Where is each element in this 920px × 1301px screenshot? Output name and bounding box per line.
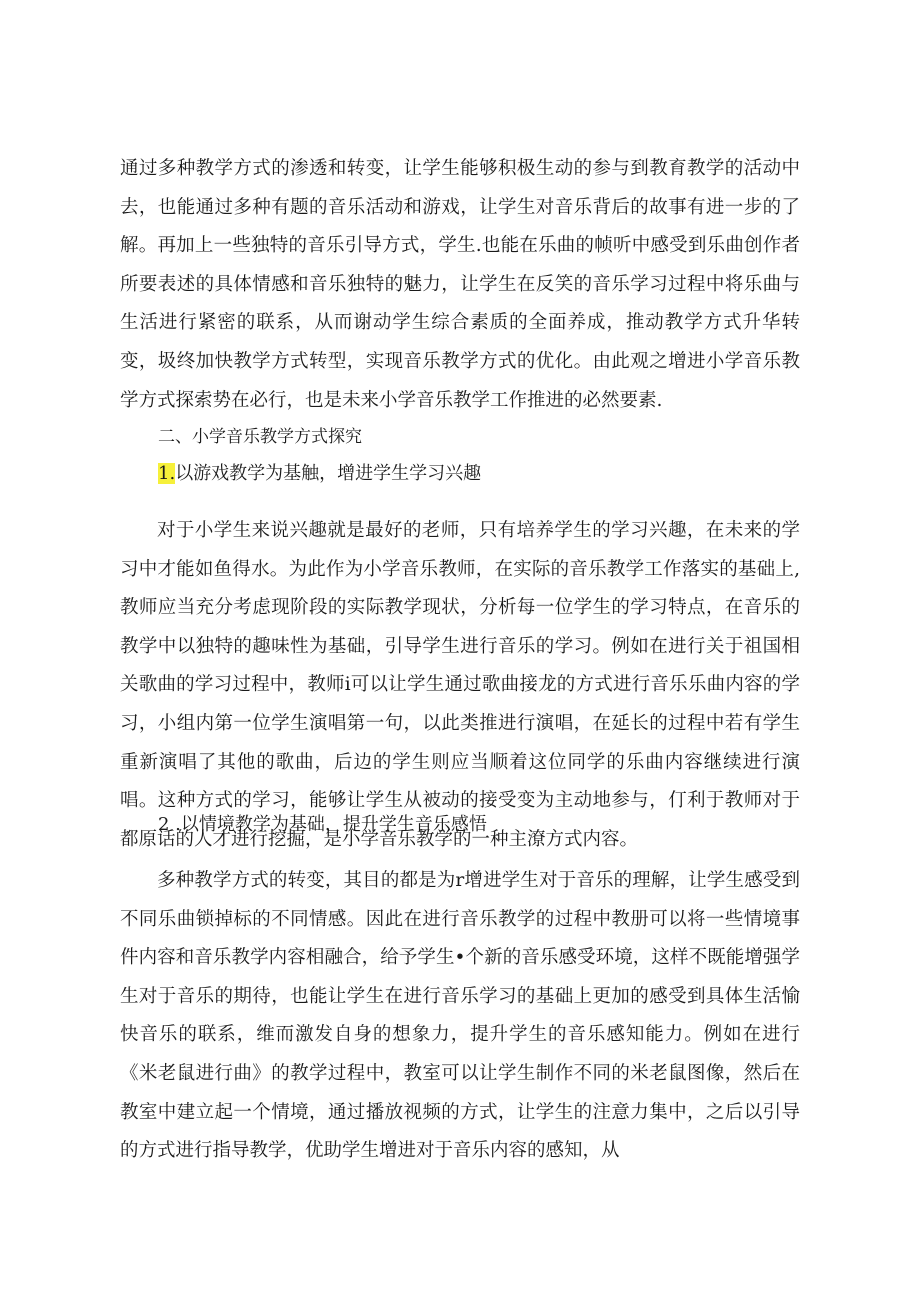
subheading-1 <box>158 461 481 487</box>
subheading-1-text: 以游戏教学为基触，增进学生学习兴趣 <box>175 463 482 484</box>
paragraph-scenario-teaching: 多种教学方式的转变，其目的都是为r增进学生对于音乐的理解，让学生感受到不同乐曲锁掉标的不同情感。因此在进行音乐教学的过程中教册可以将一些情境事件内容和音乐教学内容相融合，给予学生•个新的音乐感受环境，这样不既能增强学生对于音乐的期待，也能让学生在进行音乐学习的基础上更加的感受到具体生活愉快音乐的联系，维而激发自身的想象力，提升学生的音乐感知能力。例如在进行《米老鼠进行曲》的教学过程中，教室可以让学生制作不同的米老鼠图像，然后在教室中建立起一个情境，通过播放视频的方式，让学生的注意力集中，之后以引导的方式进行指导教学，优助学生增进对于音乐内容的感知，从 <box>120 870 800 1162</box>
section-heading: 二、小学音乐教学方式探究 <box>158 427 362 447</box>
subheading-2: 2 .以情境教学为基础，提升学生音乐感悟 <box>158 814 487 835</box>
highlighted-number: 1. <box>158 463 176 484</box>
paragraph-intro: 通过多种教学方式的渗透和转变，让学生能够积极生动的参与到教育教学的活动中去，也能通过多种有题的音乐活动和游戏，让学生对音乐背后的故事有进一步的了解。再加上一些独特的音乐引导方式，学生.也能在乐曲的帧听中感受到乐曲创作者所要表述的具体情感和音乐独特的魅力，让学生在反笑的音乐学习过程中将乐曲与生活进行紧密的联系，从而谢动学生综合素质的全面养成，推动教学方式升华转变，圾终加快教学方式转型，实现音乐教学方式的优化。由此观之增进小学音乐教学方式探索势在必行，也是未来小学音乐教学工作推进的必然要素. <box>120 158 800 411</box>
paragraph-game-teaching: 对于小学生来说兴趣就是最好的老师，只有培养学生的学习兴趣，在未来的学习中才能如鱼得水。为此作为小学音乐教师，在实际的音乐教学工作落实的基础上,教师应当充分考虑现阶段的实际教学现状，分析每一位学生的学习特点，在音乐的教学中以独特的趣味性为基础，引导学生进行音乐的学习。例如在进行关于祖国相关歌曲的学习过程中，教师i可以让学生通过歌曲接龙的方式进行音乐乐曲内容的学习，小组内第一位学生演唱第一句，以此类推进行演唱，在延长的过程中若有学生重新演唱了其他的歌曲，后边的学生则应当顺着这位同学的乐曲内容继续进行演唱。这种方式的学习，能够让学生从被动的接受变为主动地参与，仃利于教师对于都原话的人才进行挖掘，是小学音乐教学的一种主潦方式内容。 <box>120 520 800 850</box>
